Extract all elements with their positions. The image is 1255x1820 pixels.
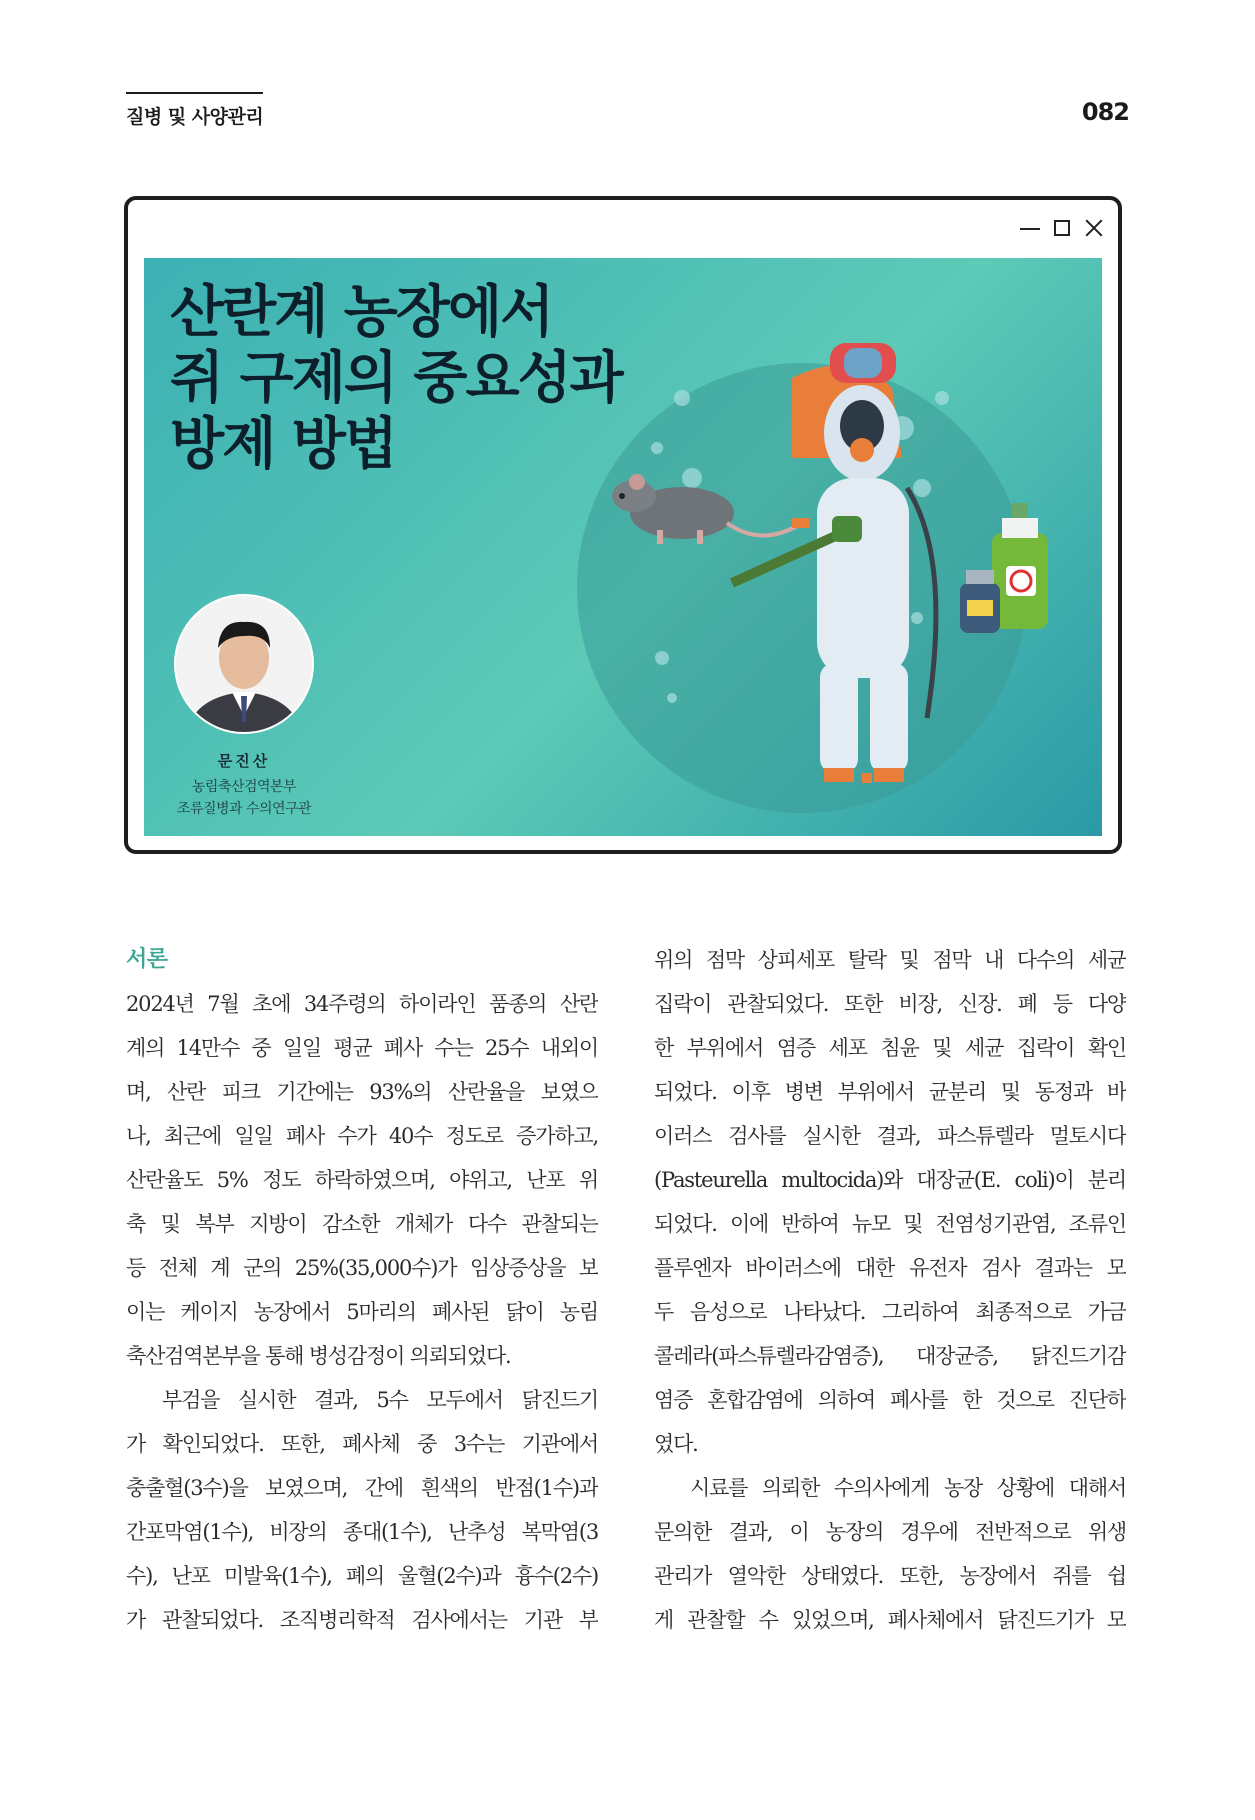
minimize-icon[interactable] xyxy=(1020,218,1040,238)
text-line: 플루엔자 바이러스에 대한 유전자 검사 결과는 모 xyxy=(654,1256,1126,1280)
text-line: 등 전체 계 군의 25%(35,000수)가 임상증상을 보 xyxy=(126,1256,598,1280)
text-line: 게 관찰할 수 있었으며, 폐사체에서 닭진드기가 모 xyxy=(654,1608,1126,1632)
text-line: 간포막염(1수), 비장의 종대(1수), 난추성 복막염(3 xyxy=(126,1520,598,1544)
text-line: 충출혈(3수)을 보였으며, 간에 흰색의 반점(1수)과 xyxy=(126,1476,598,1500)
window-controls xyxy=(1020,218,1104,238)
paragraph xyxy=(654,1466,1126,1642)
paragraph xyxy=(126,982,598,1378)
article-banner xyxy=(144,258,1102,836)
text-line: 염증 혼합감염에 의하여 폐사를 한 것으로 진단하 xyxy=(654,1388,1126,1412)
text-line: 위의 점막 상피세포 탈락 및 점막 내 다수의 세균 xyxy=(654,948,1126,972)
text-line: 두 음성으로 나타났다. 그리하여 최종적으로 가금 xyxy=(654,1300,1126,1324)
text-line: 콜레라(파스튜렐라감염증), 대장균증, 닭진드기감 xyxy=(654,1344,1126,1368)
title-line: 방제 방법 xyxy=(170,412,396,477)
section-tag: 질병 및 사양관리 xyxy=(126,92,263,129)
title-line: 쥐 구제의 중요성과 xyxy=(170,346,622,411)
text-line: 가 확인되었다. 또한, 폐사체 중 3수는 기관에서 xyxy=(126,1432,598,1456)
article-window xyxy=(124,196,1122,854)
text-line: 계의 14만수 중 일일 평균 폐사 수는 25수 내외이 xyxy=(126,1036,598,1060)
text-line: 산란율도 5% 정도 하락하였으며, 야위고, 난포 위 xyxy=(126,1168,598,1192)
text-line: 축산검역본부을 통해 병성감정이 의뢰되었다. xyxy=(126,1344,511,1368)
text-line: 2024년 7월 초에 34주령의 하이라인 품종의 산란 xyxy=(126,992,598,1016)
text-line: 관리가 열악한 상태였다. 또한, 농장에서 쥐를 쉽 xyxy=(654,1564,1126,1588)
text-line: 되었다. 이에 반하여 뉴모 및 전염성기관염, 조류인 xyxy=(654,1212,1126,1236)
text-line: 시료를 의뢰한 수의사에게 농장 상황에 대해서 xyxy=(690,1476,1126,1500)
page-number: 082 xyxy=(1081,98,1129,126)
text-line: 되었다. 이후 병변 부위에서 균분리 및 동정과 바 xyxy=(654,1080,1126,1104)
author-affiliation: 농림축산검역본부 xyxy=(191,779,297,795)
pest-control-illustration xyxy=(562,318,1102,836)
text-line: 였다. xyxy=(654,1432,698,1456)
avatar xyxy=(176,596,312,732)
paragraph xyxy=(654,938,1126,1466)
page-header xyxy=(126,88,1129,138)
author-name: 문진산 xyxy=(217,752,271,770)
author-position: 조류질병과 수의연구관 xyxy=(176,801,312,817)
text-line: 문의한 결과, 이 농장의 경우에 전반적으로 위생 xyxy=(654,1520,1126,1544)
right-column xyxy=(654,938,1126,1642)
text-line: 축 및 복부 지방이 감소한 개체가 다수 관찰되는 xyxy=(126,1212,598,1236)
text-line: 이러스 검사를 실시한 결과, 파스튜렐라 멀토시다 xyxy=(654,1124,1126,1148)
text-line: 나, 최근에 일일 폐사 수가 40수 정도로 증가하고, xyxy=(126,1124,598,1148)
title-line: 산란계 농장에서 xyxy=(170,280,553,345)
paragraph xyxy=(126,1378,598,1642)
text-line: (Pasteurella multocida)와 대장균(E. coli)이 분리 xyxy=(654,1168,1126,1192)
text-line: 가 관찰되었다. 조직병리학적 검사에서는 기관 부 xyxy=(126,1608,598,1632)
maximize-icon[interactable] xyxy=(1052,218,1072,238)
text-line: 집락이 관찰되었다. 또한 비장, 신장. 폐 등 다양 xyxy=(654,992,1126,1016)
text-line: 한 부위에서 염증 세포 침윤 및 세균 집락이 확인 xyxy=(654,1036,1126,1060)
left-column xyxy=(126,938,598,1642)
text-line: 며, 산란 피크 기간에는 93%의 산란율을 보였으 xyxy=(126,1080,598,1104)
text-line: 수), 난포 미발육(1수), 폐의 울혈(2수)과 흉수(2수) xyxy=(126,1564,598,1588)
text-line: 이는 케이지 농장에서 5마리의 폐사된 닭이 농림 xyxy=(126,1300,598,1324)
close-icon[interactable] xyxy=(1084,218,1104,238)
author-photo xyxy=(174,594,314,734)
section-heading: 서론 xyxy=(126,947,168,972)
text-line: 부검을 실시한 결과, 5수 모두에서 닭진드기 xyxy=(162,1388,598,1412)
